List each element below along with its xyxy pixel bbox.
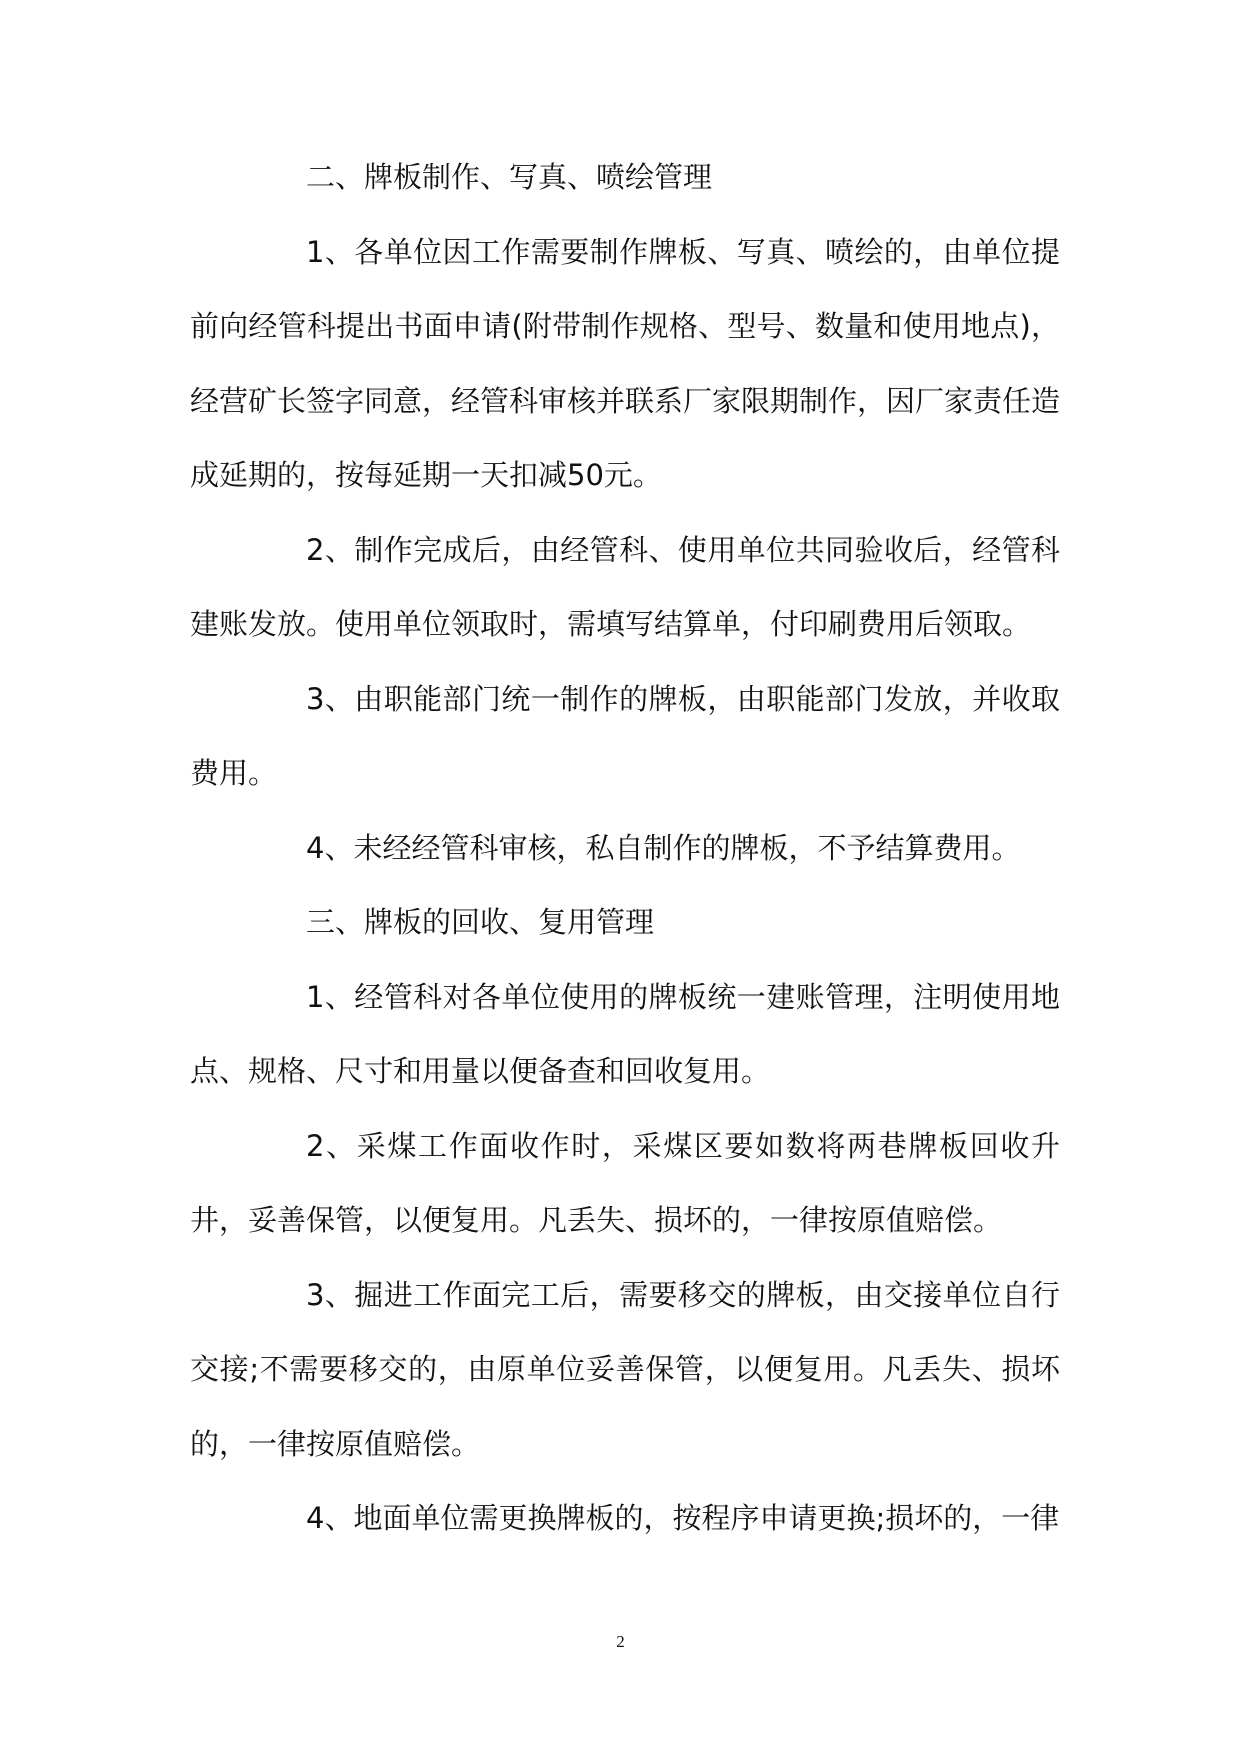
document-body [190,140,1060,1556]
page-number: 2 [616,1632,625,1651]
paragraph-3-3: 3、掘进工作面完工后，需要移交的牌板，由交接单位自行交接;不需要移交的，由原单位妥善保管，以便复用。凡丢失、损坏的，一律按原值赔偿。 [190,1277,1060,1461]
paragraph-3-2: 2、采煤工作面收作时，采煤区要如数将两巷牌板回收升井，妥善保管，以便复用。凡丢失、损坏的，一律按原值赔偿。 [190,1128,1060,1237]
paragraph-2-4: 4、未经经管科审核，私自制作的牌板，不予结算费用。 [306,830,1021,865]
section-heading-3: 三、牌板的回收、复用管理 [306,905,655,939]
paragraph-2-2: 2、制作完成后，由经管科、使用单位共同验收后，经管科建账发放。使用单位领取时，需填写结算单，付印刷费用后领取。 [190,532,1060,641]
paragraph-2-1: 1、各单位因工作需要制作牌板、写真、喷绘的，由单位提前向经管科提出书面申请(附带制作规格、型号、数量和使用地点)，经营矿长签字同意，经管科审核并联系厂家限期制作，因厂家责任造成延期的，按每延期一天扣减50元。 [190,234,1061,492]
paragraph-3-1: 1、经管科对各单位使用的牌板统一建账管理，注明使用地点、规格、尺寸和用量以便备查和回收复用。 [190,979,1060,1088]
paragraph-2-3: 3、由职能部门统一制作的牌板，由职能部门发放，并收取费用。 [190,681,1060,790]
section-heading-2: 二、牌板制作、写真、喷绘管理 [306,160,713,194]
paragraph-3-4: 4、地面单位需更换牌板的，按程序申请更换;损坏的，一律 [306,1501,1060,1535]
